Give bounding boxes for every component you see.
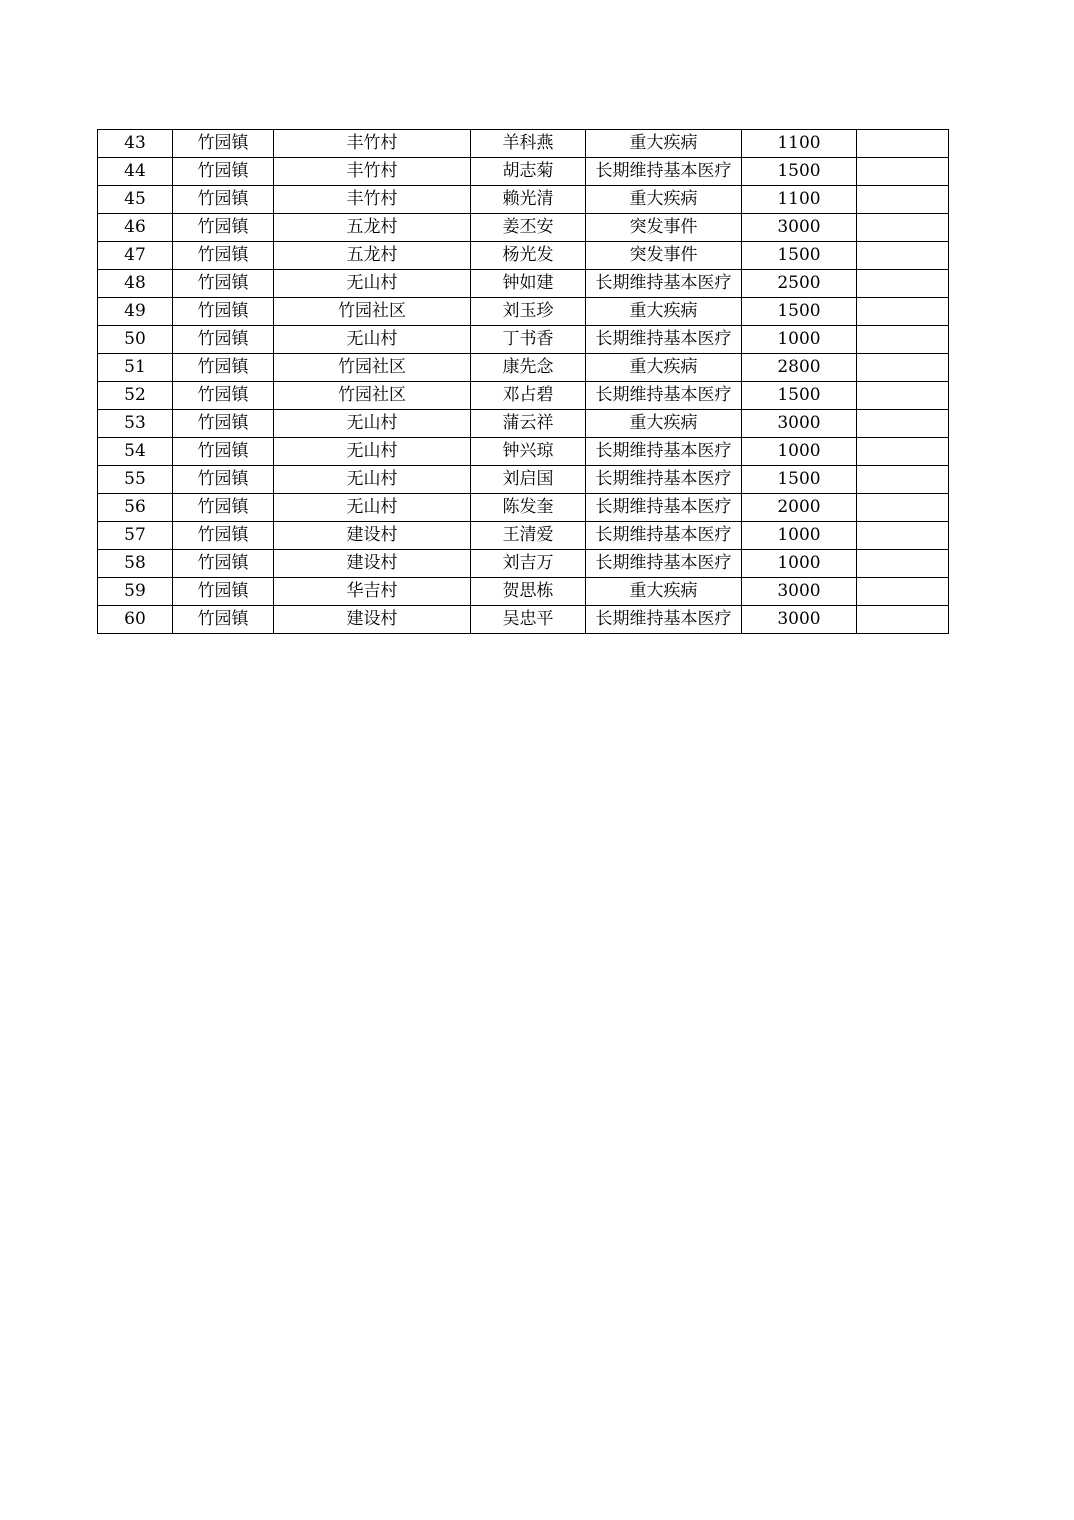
amount-cell: 3000 — [742, 410, 857, 438]
serial-number-cell: 59 — [98, 578, 173, 606]
note-cell — [857, 494, 949, 522]
assistance-type-cell: 突发事件 — [586, 242, 742, 270]
note-cell — [857, 130, 949, 158]
note-cell — [857, 382, 949, 410]
note-cell — [857, 410, 949, 438]
serial-number-cell: 56 — [98, 494, 173, 522]
table-row — [98, 130, 949, 158]
town-cell: 竹园镇 — [173, 410, 274, 438]
town-cell: 竹园镇 — [173, 606, 274, 634]
town-cell: 竹园镇 — [173, 466, 274, 494]
amount-cell: 1500 — [742, 382, 857, 410]
person-name-cell: 刘吉万 — [471, 550, 586, 578]
amount-cell: 1100 — [742, 186, 857, 214]
person-name-cell: 贺思栋 — [471, 578, 586, 606]
assistance-table — [97, 129, 949, 634]
serial-number-cell: 43 — [98, 130, 173, 158]
person-name-cell: 刘启国 — [471, 466, 586, 494]
assistance-type-cell: 长期维持基本医疗 — [586, 326, 742, 354]
serial-number-cell: 55 — [98, 466, 173, 494]
note-cell — [857, 326, 949, 354]
village-cell: 无山村 — [274, 326, 471, 354]
assistance-type-cell: 重大疾病 — [586, 130, 742, 158]
serial-number-cell: 49 — [98, 298, 173, 326]
note-cell — [857, 298, 949, 326]
table-row — [98, 186, 949, 214]
assistance-type-cell: 突发事件 — [586, 214, 742, 242]
amount-cell: 2000 — [742, 494, 857, 522]
amount-cell: 2800 — [742, 354, 857, 382]
person-name-cell: 蒲云祥 — [471, 410, 586, 438]
table-row — [98, 298, 949, 326]
serial-number-cell: 53 — [98, 410, 173, 438]
person-name-cell: 杨光发 — [471, 242, 586, 270]
table-row — [98, 578, 949, 606]
amount-cell: 3000 — [742, 606, 857, 634]
village-cell: 丰竹村 — [274, 158, 471, 186]
serial-number-cell: 52 — [98, 382, 173, 410]
village-cell: 五龙村 — [274, 214, 471, 242]
village-cell: 五龙村 — [274, 242, 471, 270]
person-name-cell: 王清爱 — [471, 522, 586, 550]
table-row — [98, 438, 949, 466]
table-row — [98, 410, 949, 438]
village-cell: 丰竹村 — [274, 186, 471, 214]
assistance-type-cell: 长期维持基本医疗 — [586, 494, 742, 522]
assistance-type-cell: 重大疾病 — [586, 578, 742, 606]
serial-number-cell: 54 — [98, 438, 173, 466]
person-name-cell: 刘玉珍 — [471, 298, 586, 326]
town-cell: 竹园镇 — [173, 270, 274, 298]
village-cell: 建设村 — [274, 606, 471, 634]
person-name-cell: 姜丕安 — [471, 214, 586, 242]
amount-cell: 3000 — [742, 214, 857, 242]
village-cell: 丰竹村 — [274, 130, 471, 158]
village-cell: 竹园社区 — [274, 354, 471, 382]
table-row — [98, 606, 949, 634]
person-name-cell: 陈发奎 — [471, 494, 586, 522]
note-cell — [857, 550, 949, 578]
serial-number-cell: 48 — [98, 270, 173, 298]
town-cell: 竹园镇 — [173, 438, 274, 466]
village-cell: 竹园社区 — [274, 298, 471, 326]
table-row — [98, 326, 949, 354]
village-cell: 无山村 — [274, 438, 471, 466]
assistance-type-cell: 长期维持基本医疗 — [586, 270, 742, 298]
person-name-cell: 邓占碧 — [471, 382, 586, 410]
person-name-cell: 赖光清 — [471, 186, 586, 214]
village-cell: 建设村 — [274, 550, 471, 578]
serial-number-cell: 44 — [98, 158, 173, 186]
amount-cell: 1500 — [742, 158, 857, 186]
town-cell: 竹园镇 — [173, 298, 274, 326]
assistance-type-cell: 重大疾病 — [586, 410, 742, 438]
serial-number-cell: 57 — [98, 522, 173, 550]
serial-number-cell: 47 — [98, 242, 173, 270]
village-cell: 无山村 — [274, 466, 471, 494]
amount-cell: 1000 — [742, 438, 857, 466]
person-name-cell: 丁书香 — [471, 326, 586, 354]
town-cell: 竹园镇 — [173, 382, 274, 410]
serial-number-cell: 60 — [98, 606, 173, 634]
town-cell: 竹园镇 — [173, 214, 274, 242]
note-cell — [857, 354, 949, 382]
serial-number-cell: 51 — [98, 354, 173, 382]
village-cell: 无山村 — [274, 270, 471, 298]
note-cell — [857, 522, 949, 550]
note-cell — [857, 214, 949, 242]
note-cell — [857, 270, 949, 298]
note-cell — [857, 578, 949, 606]
note-cell — [857, 242, 949, 270]
amount-cell: 1500 — [742, 242, 857, 270]
person-name-cell: 羊科燕 — [471, 130, 586, 158]
note-cell — [857, 438, 949, 466]
town-cell: 竹园镇 — [173, 550, 274, 578]
amount-cell: 1000 — [742, 522, 857, 550]
table-row — [98, 214, 949, 242]
table-row — [98, 466, 949, 494]
person-name-cell: 胡志菊 — [471, 158, 586, 186]
table-row — [98, 494, 949, 522]
table-body — [98, 130, 949, 634]
village-cell: 华吉村 — [274, 578, 471, 606]
person-name-cell: 钟兴琼 — [471, 438, 586, 466]
town-cell: 竹园镇 — [173, 186, 274, 214]
amount-cell: 1100 — [742, 130, 857, 158]
table-row — [98, 158, 949, 186]
town-cell: 竹园镇 — [173, 242, 274, 270]
assistance-type-cell: 长期维持基本医疗 — [586, 606, 742, 634]
town-cell: 竹园镇 — [173, 158, 274, 186]
village-cell: 无山村 — [274, 494, 471, 522]
village-cell: 竹园社区 — [274, 382, 471, 410]
table-row — [98, 550, 949, 578]
town-cell: 竹园镇 — [173, 522, 274, 550]
table-row — [98, 382, 949, 410]
village-cell: 建设村 — [274, 522, 471, 550]
assistance-type-cell: 长期维持基本医疗 — [586, 522, 742, 550]
village-cell: 无山村 — [274, 410, 471, 438]
assistance-type-cell: 重大疾病 — [586, 298, 742, 326]
table-row — [98, 354, 949, 382]
assistance-type-cell: 长期维持基本医疗 — [586, 466, 742, 494]
note-cell — [857, 466, 949, 494]
amount-cell: 1500 — [742, 466, 857, 494]
person-name-cell: 康先念 — [471, 354, 586, 382]
town-cell: 竹园镇 — [173, 494, 274, 522]
assistance-type-cell: 长期维持基本医疗 — [586, 438, 742, 466]
assistance-type-cell: 长期维持基本医疗 — [586, 382, 742, 410]
assistance-type-cell: 长期维持基本医疗 — [586, 550, 742, 578]
serial-number-cell: 50 — [98, 326, 173, 354]
note-cell — [857, 186, 949, 214]
town-cell: 竹园镇 — [173, 578, 274, 606]
table-row — [98, 522, 949, 550]
serial-number-cell: 58 — [98, 550, 173, 578]
amount-cell: 1000 — [742, 326, 857, 354]
amount-cell: 1500 — [742, 298, 857, 326]
person-name-cell: 钟如建 — [471, 270, 586, 298]
person-name-cell: 吴忠平 — [471, 606, 586, 634]
assistance-type-cell: 长期维持基本医疗 — [586, 158, 742, 186]
amount-cell: 3000 — [742, 578, 857, 606]
town-cell: 竹园镇 — [173, 354, 274, 382]
table-row — [98, 270, 949, 298]
serial-number-cell: 45 — [98, 186, 173, 214]
note-cell — [857, 158, 949, 186]
serial-number-cell: 46 — [98, 214, 173, 242]
table-row — [98, 242, 949, 270]
town-cell: 竹园镇 — [173, 326, 274, 354]
town-cell: 竹园镇 — [173, 130, 274, 158]
amount-cell: 2500 — [742, 270, 857, 298]
amount-cell: 1000 — [742, 550, 857, 578]
assistance-type-cell: 重大疾病 — [586, 354, 742, 382]
assistance-type-cell: 重大疾病 — [586, 186, 742, 214]
note-cell — [857, 606, 949, 634]
